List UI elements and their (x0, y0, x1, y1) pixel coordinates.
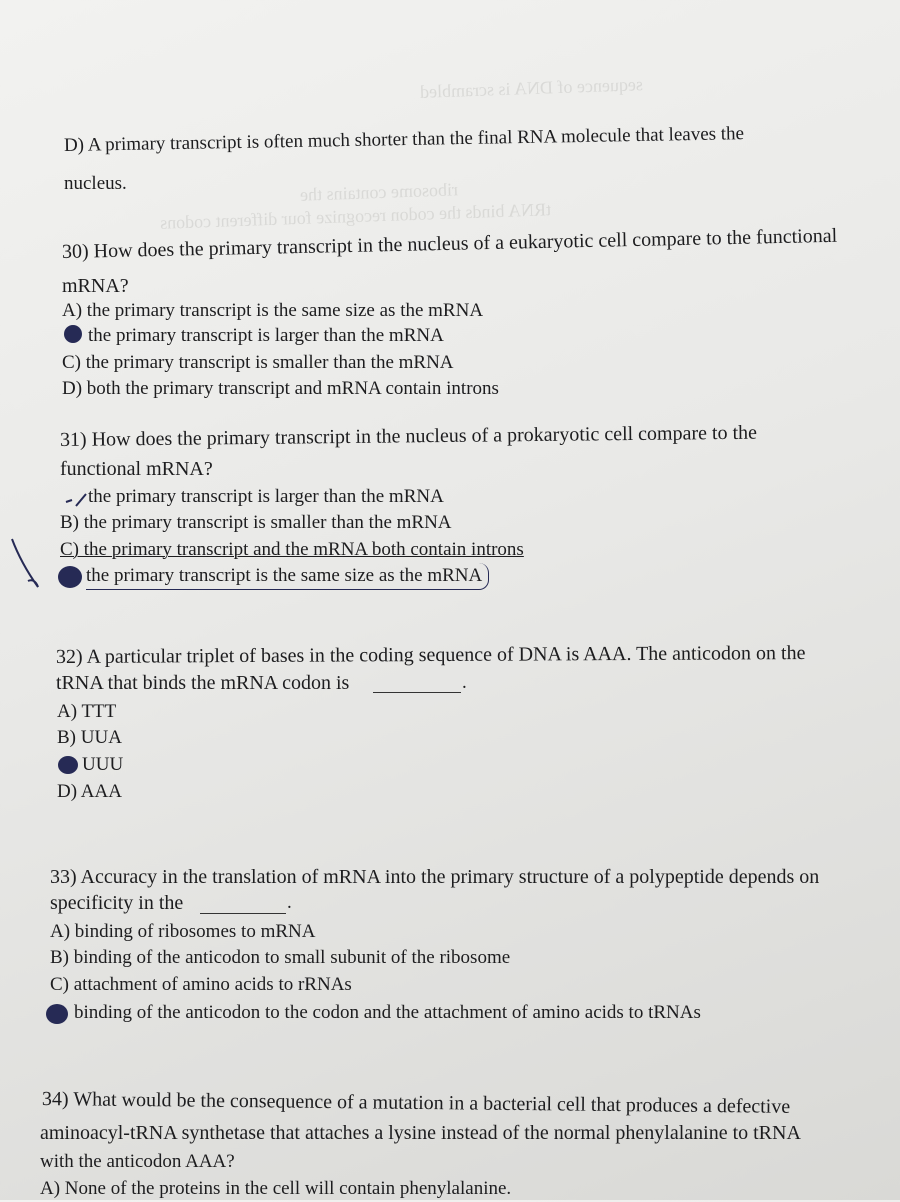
option-a[interactable]: the primary transcript is larger than the mRNA (88, 486, 444, 507)
option-b[interactable]: the primary transcript is larger than the mRNA (88, 325, 444, 346)
pen-scribble-icon (62, 490, 90, 508)
option-b[interactable]: B) UUA (57, 727, 122, 748)
question-stem: 33) Accuracy in the translation of mRNA into the primary structure of a polypeptide depends on (50, 866, 820, 888)
question-stem: aminoacyl-tRNA synthetase that attaches a lysine instead of the normal phenylalanine to tRNA (40, 1122, 801, 1144)
question-stem: tRNA that binds the mRNA codon is (56, 672, 350, 694)
option-d[interactable]: D) AAA (57, 781, 122, 802)
answer-mark-icon (58, 756, 78, 774)
question-stem: 32) A particular triplet of bases in the coding sequence of DNA is AAA. The anticodon on the (55, 642, 806, 668)
answer-mark-icon (46, 1004, 68, 1024)
option-d-circled[interactable]: the primary transcript is the same size as the mRNA (86, 563, 489, 590)
option-b[interactable]: B) binding of the anticodon to small subunit of the ribosome (50, 947, 511, 968)
stem-period: . (462, 672, 467, 693)
prev-option-d-continued: nucleus. (64, 173, 127, 194)
question-stem: 30) How does the primary transcript in the nucleus of a eukaryotic cell compare to the functional (61, 224, 838, 263)
margin-check-mark-icon (6, 535, 46, 595)
stem-period: . (287, 892, 292, 913)
bleed-through-text: sequence of DNA is scrambled (419, 74, 644, 102)
answer-blank (200, 913, 286, 914)
option-a[interactable]: A) the primary transcript is the same size as the mRNA (62, 300, 484, 321)
option-d[interactable]: binding of the anticodon to the codon and the attachment of amino acids to tRNAs (74, 1002, 701, 1023)
question-stem: functional mRNA? (60, 458, 213, 480)
answer-mark-icon (58, 566, 82, 588)
question-stem: specificity in the (50, 892, 184, 914)
bleed-through-text: tRNA binds the codon recognize four different codons (159, 199, 552, 233)
option-c[interactable]: UUU (82, 754, 124, 775)
question-stem: mRNA? (62, 275, 129, 297)
question-stem: with the anticodon AAA? (40, 1151, 235, 1172)
answer-mark-icon (64, 325, 82, 343)
option-a[interactable]: A) binding of ribosomes to mRNA (50, 921, 316, 942)
question-stem: 31) How does the primary transcript in the nucleus of a prokaryotic cell compare to the (59, 421, 758, 451)
option-b[interactable]: B) the primary transcript is smaller than the mRNA (60, 512, 452, 533)
option-c[interactable]: C) attachment of amino acids to rRNAs (50, 974, 352, 995)
prev-option-d: D) A primary transcript is often much shorter than the final RNA molecule that leaves the (63, 123, 745, 156)
option-a[interactable]: A) TTT (57, 701, 117, 722)
option-c[interactable]: C) the primary transcript is smaller than the mRNA (62, 352, 454, 373)
bleed-through-text: ribosome contains the (299, 179, 459, 205)
answer-blank (373, 692, 461, 693)
option-c[interactable]: C) the primary transcript and the mRNA both contain introns (60, 539, 524, 560)
option-a[interactable]: A) None of the proteins in the cell will contain phenylalanine. (40, 1178, 512, 1199)
question-stem: 34) What would be the consequence of a mutation in a bacterial cell that produces a defective (41, 1088, 791, 1118)
option-d[interactable]: D) both the primary transcript and mRNA contain introns (62, 378, 499, 399)
